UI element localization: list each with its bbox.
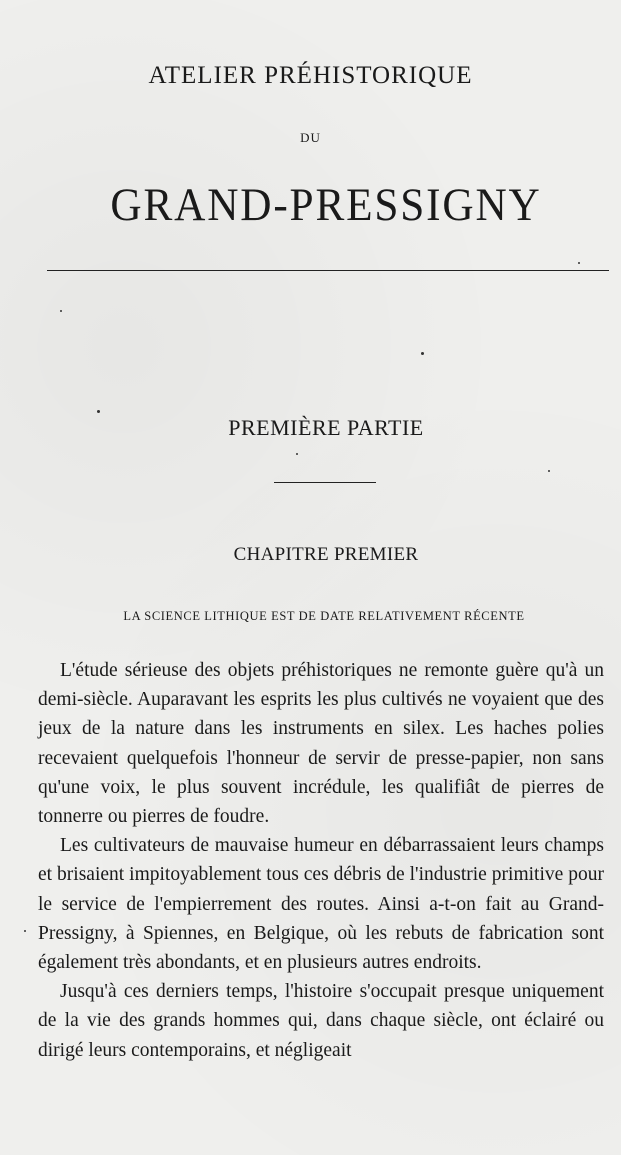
part-divider	[274, 482, 376, 483]
scan-speck	[578, 262, 580, 264]
paragraph: Les cultivateurs de mauvaise humeur en débarrassaient leurs champs et brisaient impitoyablement tous ces débris de l'industrie primitive pour le service de l'empierrement des routes. Ainsi a-t-on fait au Grand-Pressigny, à Spiennes, en Belgique, où les rebuts de fabrication sont également très abondants, et en plusieurs autres endroits.	[38, 835, 604, 974]
scan-speck	[296, 453, 298, 455]
scan-speck	[548, 470, 550, 472]
header-connector: DU	[300, 130, 321, 145]
chapter-subtitle: LA SCIENCE LITHIQUE EST DE DATE RELATIVEMENT RÉCENTE	[123, 609, 525, 623]
scan-speck	[421, 352, 424, 355]
body-text	[38, 656, 604, 1065]
paragraph: Jusqu'à ces derniers temps, l'histoire s'occupait presque uniquement de la vie des grands hommes qui, dans chaque siècle, ont éclairé ou dirigé leurs contemporains, et négligeait	[38, 981, 604, 1061]
chapter-title: CHAPITRE PREMIER	[233, 544, 419, 565]
scan-speck	[97, 410, 100, 413]
scan-speck	[24, 930, 26, 932]
title-divider	[47, 270, 609, 271]
part-title: PREMIÈRE PARTIE	[228, 415, 424, 440]
header-line-atelier: ATELIER PRÉHISTORIQUE	[148, 62, 473, 89]
paragraph: L'étude sérieuse des objets préhistoriques ne remonte guère qu'à un demi-siècle. Auparavant les esprits les plus cultivés ne voyaient que des jeux de la nature dans les instruments en silex. Les haches polies recevaient quelquefois l'honneur de servir de presse-papier, non sans qu'une voix, le plus souvent incrédule, les qualifiât de pierres de tonnerre ou pierres de foudre.	[38, 660, 604, 828]
main-title: GRAND-PRESSIGNY	[110, 179, 542, 231]
scan-speck	[60, 310, 62, 312]
